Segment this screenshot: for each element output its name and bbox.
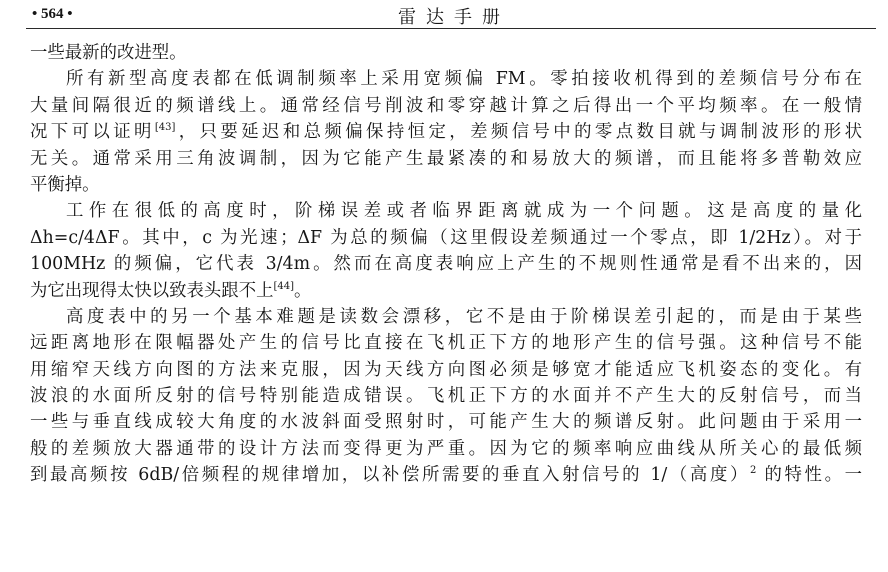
citation-superscript: [44] [273, 280, 295, 292]
text-run: 为它出现得太快以致表头跟不上 [30, 280, 274, 301]
text-run: 到最高频按 6dB/倍频程的规律增加，以补偿所需要的垂直入射信号的 1/（高度） [30, 465, 750, 486]
text-line [30, 409, 862, 435]
text-run: Δh=c/4ΔF。其中，c 为光速；ΔF 为总的频偏（这里假设差频通过一个零点，即 1/2Hz）。对于 [30, 227, 862, 248]
citation-superscript: [43] [154, 122, 176, 134]
text-line [30, 119, 862, 145]
text-run: 。 [294, 280, 312, 301]
text-run: 的特性。一 [756, 465, 862, 486]
text-line [30, 251, 862, 277]
body-text [30, 40, 862, 489]
text-line [30, 278, 862, 304]
text-line [30, 40, 862, 66]
text-run: 远距离地形在限幅器处产生的信号比直接在飞机正下方的地形产生的信号强。这种信号不能 [30, 333, 862, 354]
text-run: 用缩窄天线方向图的方法来克服，因为天线方向图必须是够宽才能适应飞机姿态的变化。有 [30, 359, 862, 380]
page-header [0, 0, 888, 32]
text-line [30, 383, 862, 409]
text-line [30, 330, 862, 356]
text-run: 工作在很低的高度时，阶梯误差或者临界距离就成为一个问题。这是高度的量化 [66, 201, 862, 222]
text-run: 无关。通常采用三角波调制，因为它能产生最紧凑的和易放大的频谱，而且能将多普勒效应 [30, 148, 862, 169]
text-run: 所有新型高度表都在低调制频率上采用宽频偏 FM。零拍接收机得到的差频信号分布在 [66, 69, 862, 90]
text-run: 高度表中的另一个基本难题是读数会漂移，它不是由于阶梯误差引起的，而是由于某些 [66, 306, 862, 327]
text-line [30, 436, 862, 462]
text-line [30, 66, 862, 92]
text-line [30, 146, 862, 172]
text-run: 一些最新的改进型。 [30, 43, 187, 63]
text-run: 况下可以证明 [30, 122, 155, 143]
text-run: 大量间隔很近的频谱线上。通常经信号削波和零穿越计算之后得出一个平均频率。在一般情 [30, 95, 862, 116]
citation-superscript: 2 [749, 465, 757, 477]
text-run: 般的差频放大器通带的设计方法而变得更为严重。因为它的频率响应曲线从所关心的最低频 [30, 438, 862, 459]
text-run: 平衡掉。 [30, 174, 100, 195]
text-run: ，只要延迟和总频偏保持恒定，差频信号中的零点数目就与调制波形的形状 [175, 122, 862, 143]
text-line [30, 93, 862, 119]
text-run: 波浪的水面所反射的信号特别能造成错误。飞机正下方的水面并不产生大的反射信号，而当 [30, 386, 862, 407]
text-line [30, 225, 862, 251]
text-run: 100MHz 的频偏，它代表 3/4m。然而在高度表响应上产生的不规则性通常是看不出来的，因 [30, 254, 862, 275]
page-number: • 564 • [32, 6, 73, 22]
book-title: 雷达手册 [398, 7, 510, 28]
text-line [30, 172, 862, 198]
text-run: 一些与垂直线成较大角度的水波斜面受照射时，可能产生大的频谱反射。此问题由于采用一 [30, 412, 862, 433]
text-line [30, 198, 862, 224]
text-line [30, 304, 862, 330]
text-line [30, 462, 862, 488]
text-line [30, 357, 862, 383]
header-rule [26, 28, 876, 29]
